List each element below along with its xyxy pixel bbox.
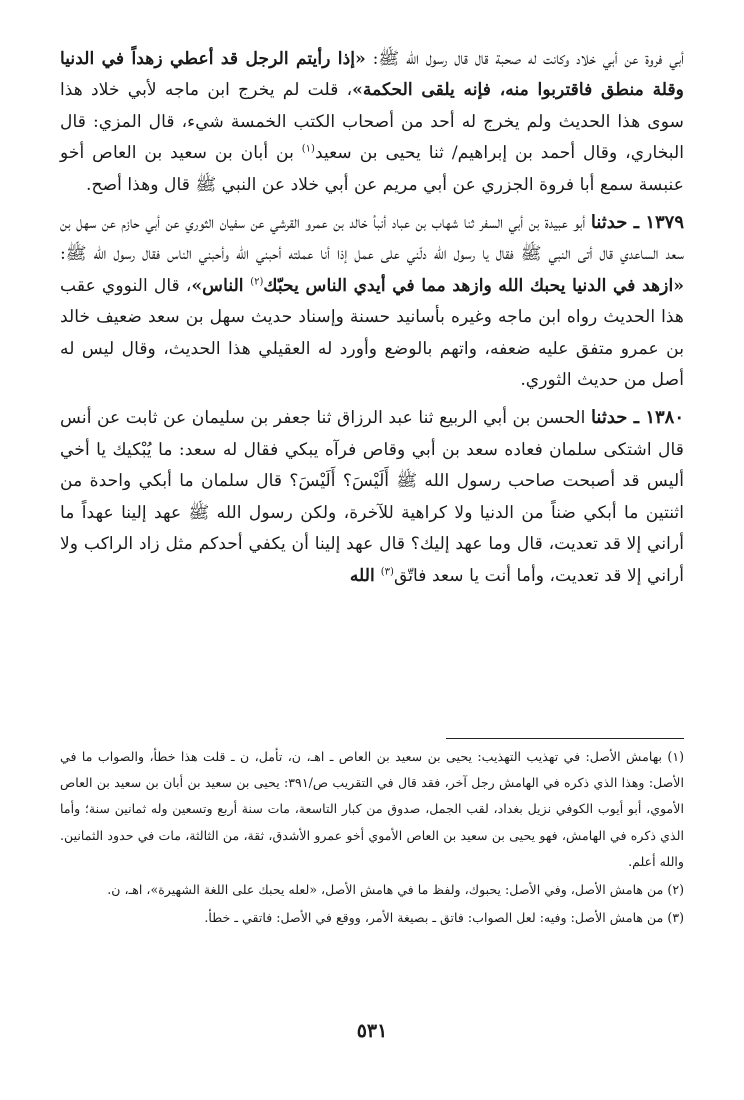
p1-text-3: بن أبان بن سعيد بن العاص أخو عنبسة سمع أبا فروة الجزري عن أبي مريم عن أبي خلاد عن النبي ﷺ قال وهذا أصح. — [60, 143, 684, 195]
footnote-1: (١) بهامش الأصل: في تهذيب التهذيب: يحيى بن سعيد بن العاص ـ اهـ، ن، تأمل، ن ـ قلت هذا خطأ، والصواب ما في الأصل: وهذا الذي ذكره في الهامش رجل آخر، فقد قال في التقريب ص/٣٩١: يحيى بن سعيد بن أبان بن سعيد بن العاص الأموي، أبو أيوب الكوفي نزيل بغداد، لقب الجمل، صدوق من كبار التاسعة، مات سنة أربع وتسعين وله ثمانين سنة؛ وأما الذي ذكره في الهامش، فهو يحيى بن سعيد بن العاص الأموي أخو عمرو الأشدق، ثقة، من الثالثة، مات في حدود الثمانين. والله أعلم. — [60, 749, 684, 869]
p2-hadith-quote-end: الناس» — [191, 275, 251, 296]
hadith-number-1379: ١٣٧٩ ـ — [627, 212, 684, 234]
footnote-3: (٣) من هامش الأصل: وفيه: لعل الصواب: فاتق ـ بصيغة الأمر، ووقع في الأصل: فاتقي ـ خطأ. — [204, 910, 684, 926]
p3-text-2: الله — [349, 565, 381, 586]
footnote-ref-2[interactable]: (٢) — [250, 276, 264, 288]
footnote-divider — [446, 738, 684, 739]
footnote-ref-3[interactable]: (٣) — [380, 565, 394, 577]
hadith-number-1380: ١٣٨٠ ـ — [627, 407, 684, 429]
footnote-ref-1[interactable]: (١) — [301, 143, 315, 155]
footnote-2: (٢) من هامش الأصل، وفي الأصل: يحبوك، ولفظ ما في هامش الأصل، «لعله يحبك على اللغة الشهيرة»، اهـ، ن. — [107, 882, 684, 898]
p3-text-1: الحسن بن أبي الربيع ثنا عبد الرزاق ثنا جعفر بن سليمان عن ثابت عن أنس قال اشتكى سلمان فعاده سعد بن أبي وقاص فرآه يبكي فقال له سعد: ما يُبْكيك يا أخي أليس قد أصبحت صاحب رسول الله ﷺ أَلَيْسَ؟ أَلَيْسَ؟ قال سلمان ما أبكي واحدة من اثنتين ما أبكي ضناً من الدنيا ولا كراهية للآخرة، ولكن رسول الله ﷺ عهد إلينا عهداً ما أراني إلا قد تعديت، قال وما عهد إليك؟ قال عهد إلينا أن يكفي أحدكم مثل زاد الراكب ولا أراني إلا قد تعديت، وأما أنت يا سعد فاتّق — [60, 408, 684, 586]
paragraph-1379 — [60, 207, 684, 396]
p1-text-2: ، قلت لم يخرج ابن ماجه لأبي خلاد هذا سوى هذا الحديث ولم يخرج له أحد من أصحاب الكتب الخمسة شيء، قال المزي: قال البخاري، وقال أحمد بن إبراهيم/ ثنا يحيى بن سعيد — [60, 80, 685, 164]
p3-heading: حدثنا — [590, 407, 628, 429]
page-number: ٥٣١ — [356, 1020, 388, 1042]
p2-hadith-quote: «ازهد في الدنيا يحبك الله وازهد مما في أيدي الناس يحبّك — [263, 275, 685, 296]
paragraph-1 — [60, 44, 684, 201]
footnotes — [60, 744, 684, 933]
p1-text-1: أبي فروة عن أبي خلاد وكانت له صحبة قال قال رسول الله ﷺ: — [365, 49, 684, 69]
main-text — [60, 44, 684, 596]
p2-heading: حدثنا — [590, 212, 628, 234]
p2-text-1: أبو عبيدة بن أبي السفر ثنا شهاب بن عباد أنبأ خالد بن عمرو القرشي عن سفيان الثوري عن أبي حازم عن سهل بن سعد الساعدي قال أتى النبي ﷺ فقال يا رسول الله دلّني على عمل إذا أنا عملته أحبني الله وأحبني الناس فقال رسول الله ﷺ: — [60, 213, 684, 265]
paragraph-1380 — [60, 402, 684, 591]
p1-hadith-quote: «إذا رأيتم الرجل قد أعطي زهداً في الدنيا وقلة منطق فاقتربوا منه، فإنه يلقى الحكمة» — [60, 49, 684, 101]
p2-text-2: ، قال النووي عقب هذا الحديث رواه ابن ماجه وغيره بأسانيد حسنة وإسناد حديث سهل بن سعد ضعيف خالد بن عمرو متفق عليه ضعفه، واتهم بالوضع وأورد له العقيلي هذا الحديث، وقال ليس له أصل من حديث الثوري. — [60, 275, 684, 391]
